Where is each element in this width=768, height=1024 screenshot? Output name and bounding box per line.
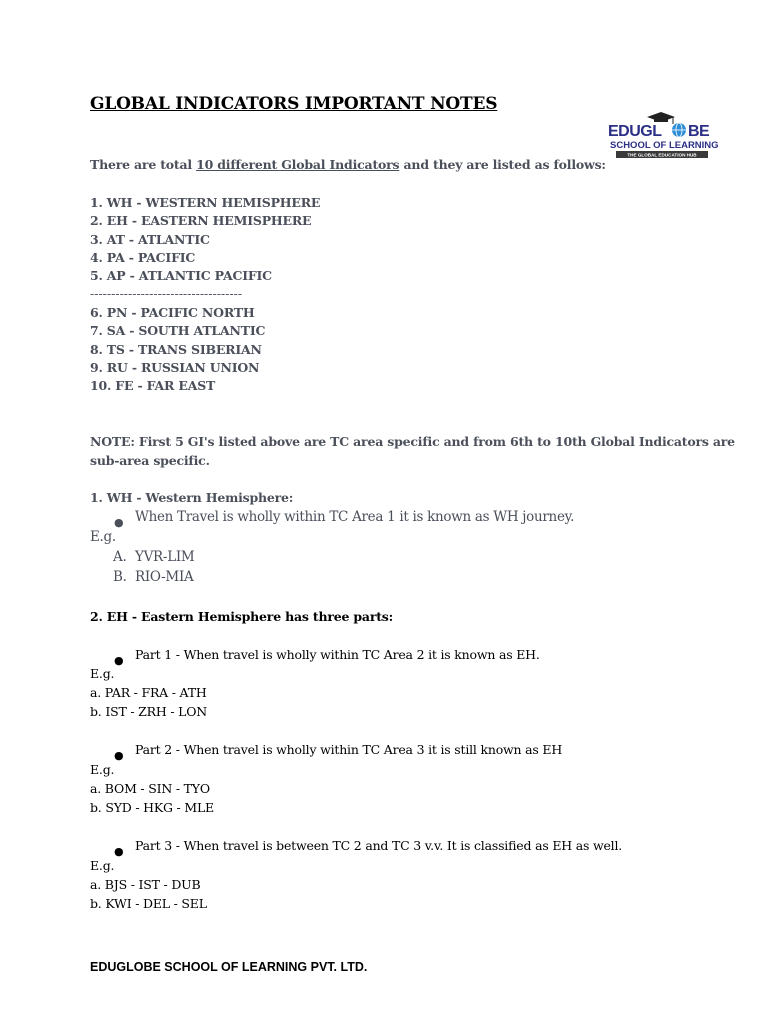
eh-part-example: b. IST - ZRH - LON (90, 704, 208, 719)
divider: ------------------------------------ (90, 286, 243, 301)
eh-part-eg: E.g. (90, 858, 115, 873)
eh-part-example: a. BJS - IST - DUB (90, 877, 201, 892)
logo-subtitle: SCHOOL OF LEARNING (610, 140, 719, 151)
list-item: 1. WH - WESTERN HEMISPHERE (90, 195, 321, 210)
wh-heading: 1. WH - Western Hemisphere: (90, 490, 294, 505)
list-item: 5. AP - ATLANTIC PACIFIC (90, 268, 272, 283)
wh-example-marker: B. (113, 569, 127, 585)
list-item: 8. TS - TRANS SIBERIAN (90, 342, 262, 357)
bullet-icon: ● (114, 749, 124, 762)
intro-prefix: There are total (90, 157, 197, 172)
logo-brand-left: EDUGL (608, 123, 662, 140)
note-line-2: sub-area specific. (90, 453, 210, 468)
intro-paragraph (90, 157, 606, 172)
list-item: 6. PN - PACIFIC NORTH (90, 305, 255, 320)
footer-company-name: EDUGLOBE SCHOOL OF LEARNING PVT. LTD. (90, 960, 368, 974)
eh-part-eg: E.g. (90, 762, 115, 777)
note-line-1: NOTE: First 5 GI's listed above are TC area specific and from 6th to 10th Global Indicators are (90, 434, 735, 449)
bullet-icon: ● (114, 516, 124, 529)
eh-part-example: a. PAR - FRA - ATH (90, 685, 207, 700)
wh-example: YVR-LIM (135, 549, 195, 565)
globe-icon (672, 123, 686, 137)
wh-bullet: When Travel is wholly within TC Area 1 it is known as WH journey. (135, 509, 575, 525)
eh-part-example: b. SYD - HKG - MLE (90, 800, 214, 815)
bullet-icon: ● (114, 845, 124, 858)
list-item: 10. FE - FAR EAST (90, 378, 216, 393)
page-title: GLOBAL INDICATORS IMPORTANT NOTES (90, 94, 498, 114)
intro-suffix: and they are listed as follows: (399, 157, 606, 172)
wh-example-marker: A. (113, 549, 127, 565)
logo-tagline: THE GLOBAL EDUCATION HUB (627, 152, 697, 158)
list-item: 7. SA - SOUTH ATLANTIC (90, 323, 266, 338)
wh-eg: E.g. (90, 529, 116, 545)
eh-part-bullet: Part 2 - When travel is wholly within TC Area 3 it is still known as EH (135, 742, 563, 757)
eh-part-bullet: Part 3 - When travel is between TC 2 and TC 3 v.v. It is classified as EH as well. (135, 838, 623, 853)
eh-part-example: a. BOM - SIN - TYO (90, 781, 210, 796)
eh-part-eg: E.g. (90, 666, 115, 681)
intro-highlight: 10 different Global Indicators (196, 157, 400, 172)
eh-heading: 2. EH - Eastern Hemisphere has three parts: (90, 609, 394, 624)
list-item: 4. PA - PACIFIC (90, 250, 196, 265)
eh-part-bullet: Part 1 - When travel is wholly within TC Area 2 it is known as EH. (135, 647, 540, 662)
wh-example: RIO-MIA (135, 569, 194, 585)
eduglobe-logo (604, 106, 720, 164)
list-item: 2. EH - EASTERN HEMISPHERE (90, 213, 312, 228)
list-item: 9. RU - RUSSIAN UNION (90, 360, 260, 375)
bullet-icon: ● (114, 654, 124, 667)
eh-part-example: b. KWI - DEL - SEL (90, 896, 207, 911)
list-item: 3. AT - ATLANTIC (90, 232, 210, 247)
logo-brand-right: BE (688, 123, 710, 140)
